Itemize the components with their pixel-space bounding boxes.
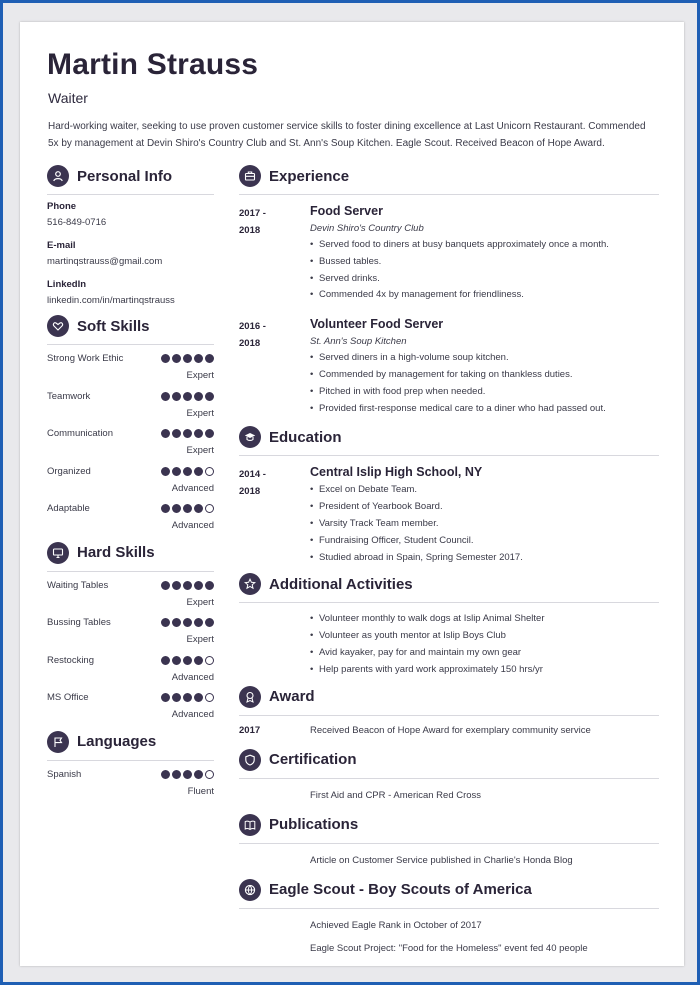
rating-dot-empty — [205, 467, 214, 476]
rating-dot-filled — [172, 504, 181, 513]
skill-level: Expert — [186, 407, 214, 419]
skill-name: MS Office — [47, 692, 89, 703]
skill-name: Waiting Tables — [47, 579, 109, 591]
education-title: Education — [269, 428, 342, 446]
skill-level: Expert — [186, 445, 214, 456]
rating-dot-filled — [183, 618, 192, 627]
rating-dot-filled — [161, 504, 170, 513]
rating-dot-filled — [194, 581, 203, 590]
shield-icon — [239, 749, 261, 771]
eagle-scout-header — [239, 878, 659, 909]
certification-body — [310, 787, 659, 805]
skill-rating — [159, 467, 214, 476]
flag-icon — [47, 731, 69, 753]
rating-dot-filled — [183, 354, 192, 363]
left-column — [47, 164, 214, 804]
job-end: 2018 — [239, 338, 261, 350]
bullet-item: • Fundraising Officer, Student Council. — [310, 533, 659, 550]
rating-dot-filled — [183, 467, 192, 476]
bullet-item: • Volunteer monthly to walk dogs at Islip Animal Shelter — [310, 611, 659, 628]
bullet-item: • Studied abroad in Spain, Spring Semester 2017. — [310, 550, 659, 567]
bullet-item: • Commended 4x by management for friendliness. — [310, 287, 659, 304]
user-icon — [47, 165, 69, 187]
hard-skills-list — [47, 578, 214, 728]
hard-skills-header — [47, 541, 214, 572]
skill-item — [47, 615, 214, 653]
rating-dot-filled — [183, 504, 192, 513]
bullet-item: • Avid kayaker, pay for and maintain my own gear — [310, 645, 659, 662]
right-column — [239, 164, 659, 958]
job-company: Devin Shiro's Country Club — [310, 223, 424, 234]
job-company: St. Ann's Soup Kitchen — [310, 336, 407, 348]
skill-rating — [159, 392, 214, 401]
rating-dot-filled — [194, 770, 203, 779]
job-title: Food Server — [310, 204, 383, 218]
skill-name: Restocking — [47, 654, 94, 666]
rating-dot-filled — [161, 354, 170, 363]
rating-dot-filled — [183, 429, 192, 438]
rating-dot-filled — [205, 392, 214, 401]
bullet-item: • Volunteer as youth mentor at Islip Boys Club — [310, 628, 659, 645]
education-end: 2018 — [239, 486, 261, 498]
skill-name: Communication — [47, 428, 113, 439]
rating-dot-empty — [205, 656, 214, 665]
rating-dot-filled — [161, 618, 170, 627]
soft-skills-list — [47, 351, 214, 539]
publication-text: Article on Customer Service published in Charlie's Honda Blog — [310, 854, 573, 866]
education-bullets — [310, 482, 659, 566]
rating-dot-empty — [205, 770, 214, 779]
skill-level: Advanced — [171, 671, 214, 683]
rating-dot-filled — [183, 770, 192, 779]
job-bullets — [310, 350, 659, 417]
bullet-item: • Bussed tables. — [310, 254, 659, 271]
rating-dot-filled — [172, 618, 181, 627]
education-years — [239, 466, 299, 500]
resume-page — [20, 22, 684, 966]
rating-dot-filled — [172, 656, 181, 665]
job-years — [239, 205, 299, 239]
bullet-item: • Excel on Debate Team. — [310, 482, 659, 499]
bullet-item: • Commended by management for taking on thankless duties. — [310, 367, 659, 384]
rating-dot-filled — [172, 429, 181, 438]
rating-dot-filled — [194, 693, 203, 702]
rating-dot-filled — [183, 656, 192, 665]
languages-title: Languages — [77, 733, 157, 750]
rating-dot-filled — [194, 618, 203, 627]
experience-header — [239, 164, 659, 195]
activities-body — [310, 611, 659, 678]
phone-value: 516-849-0716 — [47, 217, 107, 228]
eagle-scout-line-1: Achieved Eagle Rank in October of 2017 — [310, 919, 482, 931]
certification-title: Certification — [269, 751, 357, 769]
rating-dot-filled — [183, 693, 192, 702]
rating-dot-filled — [172, 467, 181, 476]
award-entry — [239, 722, 659, 740]
skill-level: Expert — [186, 596, 214, 608]
briefcase-icon — [239, 165, 261, 187]
candidate-name: Martin Strauss — [47, 48, 259, 81]
rating-dot-filled — [194, 656, 203, 665]
hard-skills-title: Hard Skills — [77, 544, 155, 561]
email-value: martinqstrauss@gmail.com — [47, 256, 163, 267]
rating-dot-filled — [183, 581, 192, 590]
bullet-item: • Served diners in a high-volume soup kitchen. — [310, 350, 659, 367]
rating-dot-filled — [161, 429, 170, 438]
education-entry — [239, 462, 659, 566]
bullet-item: • Varsity Track Team member. — [310, 516, 659, 533]
email-label: E-mail — [47, 240, 76, 251]
rating-dot-filled — [161, 581, 170, 590]
skill-name: Adaptable — [47, 503, 90, 514]
book-icon — [239, 814, 261, 836]
rating-dot-empty — [205, 504, 214, 513]
rating-dot-filled — [194, 354, 203, 363]
skill-name: Organized — [47, 465, 91, 477]
school-name: Central Islip High School, NY — [310, 465, 483, 480]
phone-label: Phone — [47, 201, 77, 212]
skill-item — [47, 426, 214, 464]
rating-dot-filled — [205, 429, 214, 438]
job-start: 2016 - — [239, 321, 266, 333]
skill-item — [47, 389, 214, 427]
education-header — [239, 425, 659, 456]
monitor-icon — [47, 542, 69, 564]
job-years — [239, 318, 299, 352]
skill-level: Expert — [186, 370, 214, 381]
publications-header — [239, 813, 659, 844]
star-icon — [239, 573, 261, 595]
eagle-scout-body — [310, 917, 659, 958]
bullet-item: • Served food to diners at busy banquets approximately once a month. — [310, 237, 659, 254]
graduation-cap-icon — [239, 426, 261, 448]
rating-dot-filled — [172, 693, 181, 702]
experience-title: Experience — [269, 167, 350, 185]
skill-rating — [159, 504, 214, 513]
skill-level: Expert — [186, 634, 214, 645]
skill-item — [47, 653, 214, 691]
rating-dot-filled — [161, 693, 170, 702]
bullet-item: • Served drinks. — [310, 271, 659, 288]
skill-rating — [159, 429, 214, 438]
certification-text: First Aid and CPR - American Red Cross — [310, 789, 482, 801]
skill-item — [47, 690, 214, 728]
language-item — [47, 767, 214, 805]
skill-level: Advanced — [171, 520, 214, 531]
soft-skills-title: Soft Skills — [77, 317, 150, 335]
bullet-item: • President of Yearbook Board. — [310, 499, 659, 516]
rating-dot-filled — [194, 467, 203, 476]
personal-info-header — [47, 164, 214, 195]
activities-title: Additional Activities — [269, 575, 413, 593]
language-name: Spanish — [47, 768, 82, 780]
rating-dot-filled — [172, 354, 181, 363]
skill-rating — [159, 618, 214, 627]
linkedin-label: LinkedIn — [47, 279, 87, 290]
publications-title: Publications — [269, 816, 359, 834]
skill-rating — [159, 581, 214, 590]
heart-hand-icon — [47, 315, 69, 337]
soft-skills-header — [47, 314, 214, 345]
skill-rating — [159, 693, 214, 702]
job-start: 2017 - — [239, 208, 266, 219]
rating-dot-filled — [194, 504, 203, 513]
personal-info-title: Personal Info — [77, 167, 173, 185]
candidate-role: Waiter — [48, 90, 88, 106]
job-entry — [239, 201, 659, 304]
linkedin-value: linkedin.com/in/martinqstrauss — [47, 295, 175, 306]
activities-bullets — [310, 611, 659, 678]
rating-dot-filled — [194, 429, 203, 438]
eagle-scout-line-2: Eagle Scout Project: "Food for the Homeless" event fed 40 people — [310, 942, 588, 954]
activities-header — [239, 572, 659, 603]
award-header — [239, 685, 659, 716]
skill-name: Strong Work Ethic — [47, 353, 124, 364]
job-entry — [239, 314, 659, 417]
rating-dot-filled — [183, 392, 192, 401]
rating-dot-filled — [161, 770, 170, 779]
skill-level: Advanced — [171, 482, 214, 494]
language-level: Fluent — [187, 785, 214, 797]
rating-dot-filled — [172, 392, 181, 401]
skill-item — [47, 578, 214, 616]
rating-dot-filled — [205, 354, 214, 363]
rating-dot-filled — [194, 392, 203, 401]
rating-dot-filled — [161, 656, 170, 665]
rating-dot-filled — [205, 581, 214, 590]
language-rating — [159, 770, 214, 779]
rating-dot-filled — [172, 770, 181, 779]
job-bullets — [310, 237, 659, 304]
skill-name: Teamwork — [47, 390, 91, 402]
skill-name: Bussing Tables — [47, 617, 111, 628]
outer-frame — [3, 3, 697, 982]
rating-dot-filled — [161, 467, 170, 476]
rating-dot-filled — [172, 581, 181, 590]
award-title: Award — [269, 688, 315, 706]
rating-dot-filled — [205, 618, 214, 627]
award-year: 2017 — [239, 724, 261, 736]
award-text: Received Beacon of Hope Award for exemplary community service — [310, 724, 591, 736]
skill-rating — [159, 354, 214, 363]
skill-item — [47, 464, 214, 502]
publications-body — [310, 852, 659, 870]
education-start: 2014 - — [239, 469, 266, 481]
skill-item — [47, 351, 214, 389]
certification-header — [239, 748, 659, 779]
globe-icon — [239, 879, 261, 901]
skill-level: Advanced — [171, 709, 214, 720]
bullet-item: • Provided first-response medical care to a diner who had passed out. — [310, 401, 659, 418]
job-title: Volunteer Food Server — [310, 317, 444, 332]
bullet-item: • Help parents with yard work approximately 150 hrs/yr — [310, 662, 659, 679]
bullet-item: • Pitched in with food prep when needed. — [310, 384, 659, 401]
languages-header — [47, 730, 214, 761]
skill-rating — [159, 656, 214, 665]
rating-dot-filled — [161, 392, 170, 401]
award-ribbon-icon — [239, 686, 261, 708]
rating-dot-empty — [205, 693, 214, 702]
job-end: 2018 — [239, 225, 261, 236]
summary-text: Hard-working waiter, seeking to use proven customer service skills to foster dining excellence at Last Unicorn Restaurant. Commended 5x by management at Devin Shiro's Country Club and St. Ann's Soup Kitchen. Eagle Scout. Received Beacon of Hope Award. — [48, 121, 646, 149]
skill-item — [47, 501, 214, 539]
eagle-scout-title: Eagle Scout - Boy Scouts of America — [269, 881, 532, 899]
